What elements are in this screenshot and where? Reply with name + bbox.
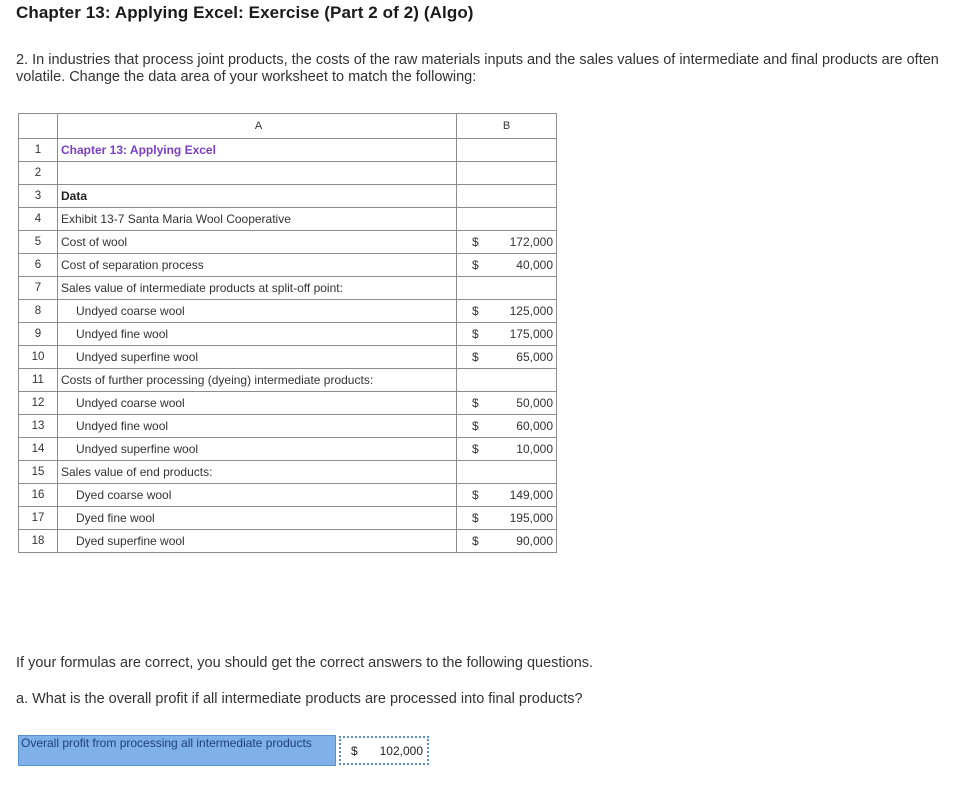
value-cell [457,231,557,254]
label-cell: Undyed superfine wool [58,438,457,461]
table-row [19,346,557,369]
instruction-text: If your formulas are correct, you should get the correct answers to the following questions. [16,655,594,671]
question-text: 2. In industries that process joint products, the costs of the raw materials inputs and the sales values of intermediate and final products are often volatile. Change the data area of your worksheet to match the following: [16,52,939,85]
value-cell [457,346,557,369]
currency-symbol: $ [472,511,479,525]
row-number: 5 [19,231,58,254]
row-number: 6 [19,254,58,277]
currency-symbol: $ [472,419,479,433]
value-cell [457,461,557,484]
currency-symbol: $ [472,350,479,364]
value-cell [457,323,557,346]
answer-value: 102,000 [379,743,423,758]
label-cell: Undyed superfine wool [58,346,457,369]
value-cell [457,254,557,277]
value-cell [457,484,557,507]
row-number: 11 [19,369,58,392]
table-row [19,461,557,484]
value-cell [457,139,557,162]
cell-value: 65,000 [516,350,553,364]
row-number: 13 [19,415,58,438]
value-cell [457,530,557,553]
column-header-b: B [457,114,557,139]
cell-value: 175,000 [509,327,553,341]
cell-value: 10,000 [516,442,553,456]
answer-input[interactable] [339,736,429,765]
cell-value: 125,000 [509,304,553,318]
label-cell: Cost of separation process [58,254,457,277]
label-cell: Cost of wool [58,231,457,254]
cell-value: 195,000 [509,511,553,525]
currency-symbol: $ [472,327,479,341]
row-number: 12 [19,392,58,415]
currency-symbol: $ [472,534,479,548]
table-row [19,162,557,185]
answer-currency: $ [351,743,358,758]
row-number: 7 [19,277,58,300]
table-row [19,208,557,231]
table-row [19,323,557,346]
value-cell [457,300,557,323]
table-row [19,231,557,254]
row-number: 2 [19,162,58,185]
label-cell: Dyed fine wool [58,507,457,530]
table-row [19,415,557,438]
table-row [19,277,557,300]
row-number: 17 [19,507,58,530]
value-cell [457,392,557,415]
value-cell [457,208,557,231]
row-number: 4 [19,208,58,231]
row-number: 10 [19,346,58,369]
data-heading: Data [58,185,457,208]
label-cell: Dyed superfine wool [58,530,457,553]
currency-symbol: $ [472,488,479,502]
label-cell: Undyed coarse wool [58,300,457,323]
question-a: a. What is the overall profit if all intermediate products are processed into final products? [16,691,583,707]
table-row [19,507,557,530]
label-cell: Sales value of end products: [58,461,457,484]
table-row [19,369,557,392]
cell-value: 90,000 [516,534,553,548]
value-cell [457,162,557,185]
label-cell [58,162,457,185]
row-number: 8 [19,300,58,323]
row-number: 9 [19,323,58,346]
page-title: Chapter 13: Applying Excel: Exercise (Part 2 of 2) (Algo) [16,3,474,22]
cell-value: 60,000 [516,419,553,433]
row-number: 3 [19,185,58,208]
currency-symbol: $ [472,396,479,410]
sheet-heading: Chapter 13: Applying Excel [58,139,457,162]
cell-value: 172,000 [509,235,553,249]
label-cell: Costs of further processing (dyeing) intermediate products: [58,369,457,392]
currency-symbol: $ [472,442,479,456]
table-row [19,530,557,553]
row-number: 18 [19,530,58,553]
label-cell: Sales value of intermediate products at split-off point: [58,277,457,300]
corner-cell [19,114,58,139]
table-row [19,139,557,162]
label-cell: Exhibit 13-7 Santa Maria Wool Cooperative [58,208,457,231]
value-cell [457,277,557,300]
table-row [19,438,557,461]
column-header-a: A [58,114,457,139]
table-row [19,484,557,507]
value-cell [457,438,557,461]
table-row [19,300,557,323]
cell-value: 50,000 [516,396,553,410]
value-cell [457,507,557,530]
row-number: 16 [19,484,58,507]
table-row [19,254,557,277]
label-cell: Dyed coarse wool [58,484,457,507]
table-row [19,392,557,415]
row-number: 1 [19,139,58,162]
cell-value: 149,000 [509,488,553,502]
label-cell: Undyed fine wool [58,323,457,346]
row-number: 14 [19,438,58,461]
cell-value: 40,000 [516,258,553,272]
value-cell [457,415,557,438]
currency-symbol: $ [472,304,479,318]
currency-symbol: $ [472,258,479,272]
table-row [19,185,557,208]
label-cell: Undyed coarse wool [58,392,457,415]
value-cell [457,185,557,208]
worksheet-table [18,113,557,553]
row-number: 15 [19,461,58,484]
label-cell: Undyed fine wool [58,415,457,438]
answer-label: Overall profit from processing all intermediate products [18,735,336,766]
currency-symbol: $ [472,235,479,249]
value-cell [457,369,557,392]
